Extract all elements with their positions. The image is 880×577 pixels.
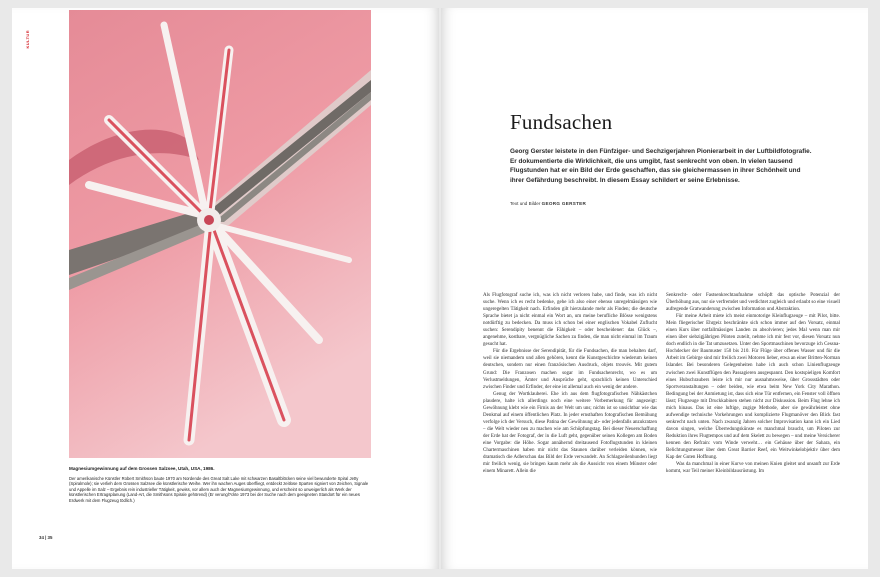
article-lead: Georg Gerster leistete in den Fünfziger- und Sechzigerjahren Pionierarbeit in der Luftbildfotografie. Er dokumentierte die Wirklichkeit, die uns umgibt, fast senkrecht von oben. In vielen tausend Flugstunden hat er ein Bild der Erde geschaffen, das sie gleichermassen in ihrer Schönheit und ihrer Gefährdung beschreibt. In diesem Essay schildert er seine Erlebnisse.	[510, 148, 812, 184]
aerial-salt-lake-photo	[69, 10, 371, 458]
article-title: Fundsachen	[510, 110, 613, 134]
paragraph: Genug der Wortklauberei. Ehe ich aus dem flugfotografischen Nähkästchen plaudere, halte ich allerdings noch eine weitere Vorbemerkung für angezeigt: Gewöhnung klebt wie ein Firnis an der Welt um uns; nichts ist so unsichtbar wie das Denkmal auf einem öffentlichen Platz. In jeder ernsthaften fotografischen Bemühung verfolge ich der Versuch, diese Patina der Gewöhnung ab- oder jedenfalls anzukratzen – die Welt wieder neu zu machen wie am Schöpfungstag. Bei dieser Neuerschaffung der Erde hat der Fotograf, der in die Luft geht, gegenüber seinen Kollegen am Boden eine Vorgabe: die Höhe. Sogar annähernd dreitausend Fotoflugstunden in kleinen Chartermaschinen haben mir nicht das Staunen darüber verleiden können, wie dramatisch die Adlerschau das Bild der Erde verwandelt. An Schlagzeilenhunden liegt mir freilich wenig, sie bringen kaum mehr als die Aussicht von einem Münster oder einem Minarett. Allein die	[483, 391, 657, 475]
byline	[510, 201, 586, 206]
byline-prefix: Text und Bilder	[510, 201, 541, 206]
byline-author: GEORG GERSTER	[541, 201, 587, 206]
right-page	[441, 8, 868, 569]
paragraph: Für die Ergebnisse der Serendipität, für die Fundsachen, die man behalten darf, weil sie niemandem und allen gehören, kennt die Kunstgeschichte wiederum keinen deutschen, sondern nur einen französischen Ausdruck, objets trouvés. Mit gutem Grund: Die Franzosen machen sogar im Fundsachenrecht, wo es um Verlustmeldungen, Ämter und Ansprüche geht, sprachlich keinen Unterschied zwischen Finder und Erfinder, der eine ist allemal auch ein wenig der andere.	[483, 349, 657, 390]
section-label: KULTUR	[25, 30, 30, 49]
photo-caption	[69, 466, 371, 503]
paragraph: Was da manchmal in einer Kurve von meinen Knien gleitet und unsanft zur Erde kommt, war Teil meiner Kleinbildausrüstung. Im	[666, 462, 840, 475]
caption-text: Der amerikanische Künstler Robert Smithson baute 1970 am Nordende des Great Salt Lake mit schwarzen Basaltblöcken seine viel bewunderte Spiral Jetty (Spiralmole); sie verlieh dem Grossen Salzsee die künstlerische Weihe. Wer ihn wachen Auges überfliegt, entdeckt zeitlose Sparten signiert von Zeichen, Signale und Appelle im Salz – Ergebnis rein industrieller Tätigkeit, gewiss, vor allem auch der Magnesiumgewinnung, und erscheint so unweigerlich als Werk der künstlerischen Ertragsplanung (Land-Art, die Smithsons Spirale gehörend) (Er verungl?ckte 1973 bei der Suche nach dem geeigneten Standort für ein neues Erdwerk mit dem Flugzeug tödlich.)	[69, 475, 369, 503]
page-folio: 34 | 35	[39, 535, 53, 540]
left-page	[12, 8, 439, 569]
magazine-spread	[12, 8, 868, 569]
paragraph: Als Flugfotograf suche ich, was ich nicht verloren habe, und finde, was ich nicht suche. Wenn ich es recht bedenke, gehe ich also einer ebenso unregelmässigen wie ungeregelten Tätigkeit nach. Erfinden gilt hierzulande mehr als Finden; die deutsche Sprache bietet ja nicht einmal ein Wort an, um meine berufliche Blösse wenigstens notdürftig zu bedecken. Da muss ich schon bei einer englischen Vokabel Zuflucht suchen: Serendipity benennt die Fähigkeit – oder bescheidener: das Glück –, angenehme, kostbare, vergnügliche Sachen zu finden, die man nicht einmal im Traum gesucht hat.	[483, 293, 657, 348]
caption-title: Magnesiumgewinnung auf dem Grossen Salzsee, Utah, USA, 1986.	[69, 466, 215, 471]
paragraph: Für meine Arbeit miete ich meist einmotorige Kleinflugzeuge – mit Pilot, bitte. Mein fliegerischer Ehrgeiz beschränkte sich schon immer auf den Vorsatz, einmal einen Kurs über notfallmässiges Landen zu absolvieren; jedes Mal wenn man mir einen über siebzigjährigen Piloten zuteilt, nehme ich mir fest vor, diesen Vorsatz nun doch endlich in die Tat umzusetzen. Unter den Sportmaschinen bevorzuge ich Cessna-Hochdecker der Baumuster 150 bis 210. Für Flüge über offenes Wasser und für die Arbeit im Gebirge sind mir freilich zwei Motoren lieber, etwa an einer Britten-Norman Islander. Bei besonderen Gelegenheiten habe ich auch schon Linienflugzeuge zwischen zwei Kunstflügen den Passagieren ausgespannt. Den kostspieligen Komfort eines Hubschraubers leiste ich mir nur ausnahmsweise, über Grossstädten oder Sportveranstaltungen – oder beiden, wie etwa beim New York City Marathon. Bedingung bei der Anmietung ist, dass sich eine Tür entfernen, ein Fenster voll öffnen lässt; Flugzeuge mit Druckkabinen stehen nicht zur Diskussion. Beim Flug lehne ich mich hinaus. Das ist eine luftige, zugige Methode, aber sie gewährleistet ohne aufwendige technische Vorkehrungen und komplizierte Flugmanöver den Blick fast senkrecht nach unten. Nach zwanzig Jahren solcher Improvisation kann ich ein Lied davon singen, welche Überredungskünste es manchmal braucht, um Piloten zur Reduktion ihres Flugtempos und auf dem Skelett zu bewegen – und meine Versicherer kennen den Refrain: vom Winde verweht… ein Gehäuse über der Sahara, ein Belichtungsmesser über dem Great Barrier Reef, ein Weitwinkelobjektiv über dem Kap der Guten Hoffnung.	[666, 314, 840, 461]
body-column-1	[483, 292, 657, 475]
paragraph: Senkrecht- oder Fastsenkrechtaufnahme schöpft das optische Potenzial der Überhöhung aus, nur sie verfremdet und verdichtet zugleich und erlaubt so eine visuell aufregende Gratwanderung zwischen Information und Abstraktion.	[666, 293, 840, 313]
body-column-2	[666, 292, 840, 475]
